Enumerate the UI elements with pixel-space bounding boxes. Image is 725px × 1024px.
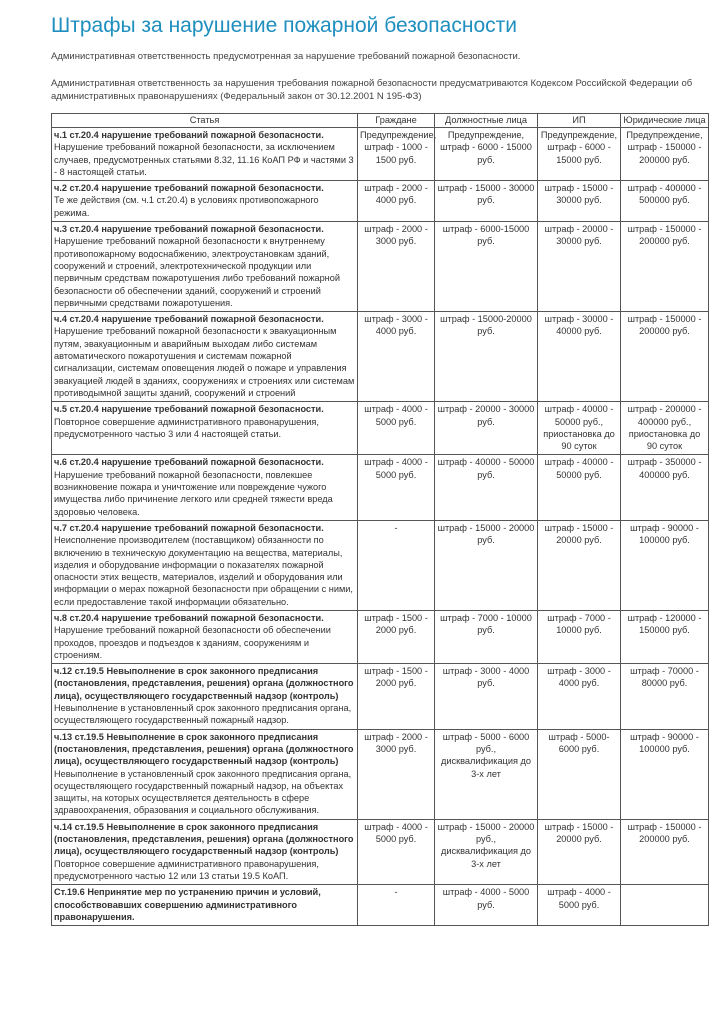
- article-title: ч.1 ст.20.4 нарушение требований пожарной безопасности.: [54, 130, 324, 140]
- article-cell: [52, 128, 358, 181]
- article-cell: [52, 664, 358, 729]
- officials-cell: штраф - 5000 - 6000 руб., дисквалификация до 3-х лет: [435, 729, 538, 819]
- table-row: [52, 222, 709, 312]
- citizens-cell: штраф - 2000 - 4000 руб.: [358, 181, 435, 222]
- officials-cell: штраф - 3000 - 4000 руб.: [435, 664, 538, 729]
- officials-cell: штраф - 7000 - 10000 руб.: [435, 610, 538, 663]
- ip-cell: штраф - 3000 - 4000 руб.: [538, 664, 621, 729]
- article-title: ч.5 ст.20.4 нарушение требований пожарной безопасности.: [54, 404, 324, 415]
- article-title: ч.8 ст.20.4 нарушение требований пожарной безопасности.: [54, 612, 324, 623]
- header-legal: Юридические лица: [621, 114, 709, 128]
- officials-cell: штраф - 15000 - 30000 руб.: [435, 181, 538, 222]
- article-cell: [52, 402, 358, 455]
- table-row: [52, 664, 709, 729]
- table-row: [52, 312, 709, 402]
- citizens-cell: Предупреждение, штраф - 1000 - 1500 руб.: [358, 128, 435, 181]
- ip-cell: штраф - 4000 - 5000 руб.: [538, 885, 621, 926]
- article-cell: [52, 312, 358, 402]
- article-cell: [52, 819, 358, 884]
- header-officials: Должностные лица: [435, 114, 538, 128]
- officials-cell: штраф - 40000 - 50000 руб.: [435, 455, 538, 520]
- article-title: ч.12 ст.19.5 Невыполнение в срок законного предписания (постановления, представления, решения) органа (должностного лица), осуществляющего государственный надзор (контроль): [54, 666, 354, 701]
- header-ip: ИП: [538, 114, 621, 128]
- article-cell: [52, 222, 358, 312]
- table-header-row: [52, 114, 709, 128]
- officials-cell: штраф - 15000 - 20000 руб., дисквалификация до 3-х лет: [435, 819, 538, 884]
- citizens-cell: штраф - 3000 - 4000 руб.: [358, 312, 435, 402]
- article-description: Нарушение требований пожарной безопасности к эвакуационным путям, эвакуационным и аварийным выходам либо системам автоматического пожаротушения и системам пожарной сигнализации, системам оповещения людей о пожаре и управления эвакуацией людей в зданиях, сооружениях и строениях или системам противодымной защиты зданий, сооружений и строений: [54, 326, 355, 398]
- article-cell: [52, 520, 358, 610]
- table-row: [52, 520, 709, 610]
- article-description: Нарушение требований пожарной безопасности, повлекшее возникновение пожара и уничтожение или повреждение чужого имущества либо причинение легкого или средней тяжести вреда здоровью человека.: [54, 469, 333, 517]
- ip-cell: штраф - 15000 - 20000 руб.: [538, 520, 621, 610]
- legal-cell: штраф - 120000 - 150000 руб.: [621, 610, 709, 663]
- article-description: Повторное совершение административного правонарушения, предусмотренного частью 3 или 4 настоящей статьи.: [54, 416, 319, 439]
- officials-cell: штраф - 4000 - 5000 руб.: [435, 885, 538, 926]
- table-row: [52, 819, 709, 884]
- article-title: ч.3 ст.20.4 нарушение требований пожарной безопасности.: [54, 224, 324, 235]
- table-row: [52, 729, 709, 819]
- article-title: ч.4 ст.20.4 нарушение требований пожарной безопасности.: [54, 314, 324, 325]
- legal-cell: штраф - 150000 - 200000 руб.: [621, 312, 709, 402]
- article-cell: [52, 181, 358, 222]
- article-description: Повторное совершение административного правонарушения, предусмотренного частью 12 или 13 статьи 19.5 КоАП.: [54, 858, 319, 881]
- citizens-cell: штраф - 1500 - 2000 руб.: [358, 610, 435, 663]
- article-cell: [52, 610, 358, 663]
- article-title: ч.2 ст.20.4 нарушение требований пожарной безопасности.: [54, 183, 324, 194]
- table-row: [52, 128, 709, 181]
- legal-cell: штраф - 200000 - 400000 руб., приостановка до 90 суток: [621, 402, 709, 455]
- legal-cell: штраф - 70000 - 80000 руб.: [621, 664, 709, 729]
- officials-cell: штраф - 15000 - 20000 руб.: [435, 520, 538, 610]
- citizens-cell: штраф - 4000 - 5000 руб.: [358, 455, 435, 520]
- ip-cell: штраф - 15000 - 30000 руб.: [538, 181, 621, 222]
- legal-cell: штраф - 150000 - 200000 руб.: [621, 819, 709, 884]
- officials-cell: штраф - 15000-20000 руб.: [435, 312, 538, 402]
- article-title: Ст.19.6 Непринятие мер по устранению причин и условий, способствовавших совершению административного правонарушения.: [54, 887, 321, 922]
- article-description: Невыполнение в установленный срок законного предписания органа, осуществляющего государственный пожарный надзор, на объектах защиты, на которых осуществляется деятельность в сфере здравоохранения, образования и социального обслуживания.: [54, 768, 352, 816]
- legal-cell: штраф - 350000 - 400000 руб.: [621, 455, 709, 520]
- citizens-cell: штраф - 4000 - 5000 руб.: [358, 402, 435, 455]
- article-description: Те же действия (см. ч.1 ст.20.4) в условиях противопожарного режима.: [54, 195, 319, 218]
- header-citizens: Граждане: [358, 114, 435, 128]
- header-article: Статья: [52, 114, 358, 128]
- citizens-cell: -: [358, 520, 435, 610]
- ip-cell: штраф - 5000-6000 руб.: [538, 729, 621, 819]
- legal-cell: [621, 885, 709, 926]
- intro-text: Административная ответственность предусмотренная за нарушение требований пожарной безопасности.: [51, 51, 521, 62]
- article-title: ч.14 ст.19.5 Невыполнение в срок законного предписания (постановления, представления, решения) органа (должностного лица), осуществляющего государственный надзор (контроль): [54, 821, 354, 857]
- table-row: [52, 610, 709, 663]
- article-description: Невыполнение в установленный срок законного предписания органа, осуществляющего государственный пожарный надзор.: [54, 703, 352, 726]
- citizens-cell: -: [358, 885, 435, 926]
- legal-cell: штраф - 400000 - 500000 руб.: [621, 181, 709, 222]
- ip-cell: штраф - 15000 - 20000 руб.: [538, 819, 621, 884]
- page-title: Штрафы за нарушение пожарной безопасности: [51, 14, 517, 37]
- ip-cell: штраф - 40000 - 50000 руб., приостановка до 90 суток: [538, 402, 621, 455]
- table-row: [52, 402, 709, 455]
- officials-cell: штраф - 20000 - 30000 руб.: [435, 402, 538, 455]
- legal-cell: Предупреждение, штраф - 150000 - 200000 руб.: [621, 128, 709, 181]
- ip-cell: штраф - 7000 - 10000 руб.: [538, 610, 621, 663]
- officials-cell: штраф - 6000-15000 руб.: [435, 222, 538, 312]
- article-title: ч.13 ст.19.5 Невыполнение в срок законного предписания (постановления, представления, решения) органа (должностного лица), осуществляющего государственный надзор (контроль): [54, 731, 354, 767]
- article-title: ч.6 ст.20.4 нарушение требований пожарной безопасности.: [54, 457, 324, 468]
- article-cell: [52, 455, 358, 520]
- legal-cell: штраф - 150000 - 200000 руб.: [621, 222, 709, 312]
- table-row: [52, 455, 709, 520]
- citizens-cell: штраф - 4000 - 5000 руб.: [358, 819, 435, 884]
- ip-cell: штраф - 40000 - 50000 руб.: [538, 455, 621, 520]
- article-description: Неисполнение производителем (поставщиком) обязанности по включению в техническую документацию на вещества, материалы, изделия и оборудование информации о показателях пожарной опасности этих веществ, материалов, изделий и оборудования или информации о мерах пожарной безопасности при обращении с ними, если предоставление такой информации обязательно.: [54, 535, 353, 607]
- article-cell: [52, 729, 358, 819]
- legal-cell: штраф - 90000 - 100000 руб.: [621, 729, 709, 819]
- citizens-cell: штраф - 1500 - 2000 руб.: [358, 664, 435, 729]
- ip-cell: штраф - 30000 - 40000 руб.: [538, 312, 621, 402]
- table-row: [52, 181, 709, 222]
- ip-cell: штраф - 20000 - 30000 руб.: [538, 222, 621, 312]
- article-title: ч.7 ст.20.4 нарушение требований пожарной безопасности.: [54, 522, 324, 533]
- fines-table: [51, 113, 709, 926]
- ip-cell: Предупреждение, штраф - 6000 - 15000 руб.: [538, 128, 621, 181]
- legal-cell: штраф - 90000 - 100000 руб.: [621, 520, 709, 610]
- officials-cell: Предупреждение, штраф - 6000 - 15000 руб.: [435, 128, 538, 181]
- citizens-cell: штраф - 2000 - 3000 руб.: [358, 729, 435, 819]
- table-row: [52, 885, 709, 926]
- citizens-cell: штраф - 2000 - 3000 руб.: [358, 222, 435, 312]
- article-description: Нарушение требований пожарной безопасности об обеспечении проходов, проездов и подъездов к зданиям, сооружениям и строениям.: [54, 625, 331, 660]
- lead-text: Административная ответственность за нарушения требования пожарной безопасности предусматриваются Кодексом Российской Федерации об административных правонарушениях (Федеральный закон от 30.12.2001 N 195-ФЗ): [51, 78, 693, 102]
- article-description: Нарушение требований пожарной безопасности, за исключением случаев, предусмотренных статьями 8.32, 11.16 КоАП РФ и частями 3 - 8 настоящей статьи.: [54, 142, 354, 177]
- article-description: Нарушение требований пожарной безопасности к внутреннему противопожарному водоснабжению, электроустановкам зданий, сооружений и строений, электротехнической продукции или первичным средствам пожаротушения либо требований пожарной безопасности об обеспечении зданий, сооружений и строений первичными средствами пожаротушения.: [54, 236, 340, 308]
- article-cell: [52, 885, 358, 926]
